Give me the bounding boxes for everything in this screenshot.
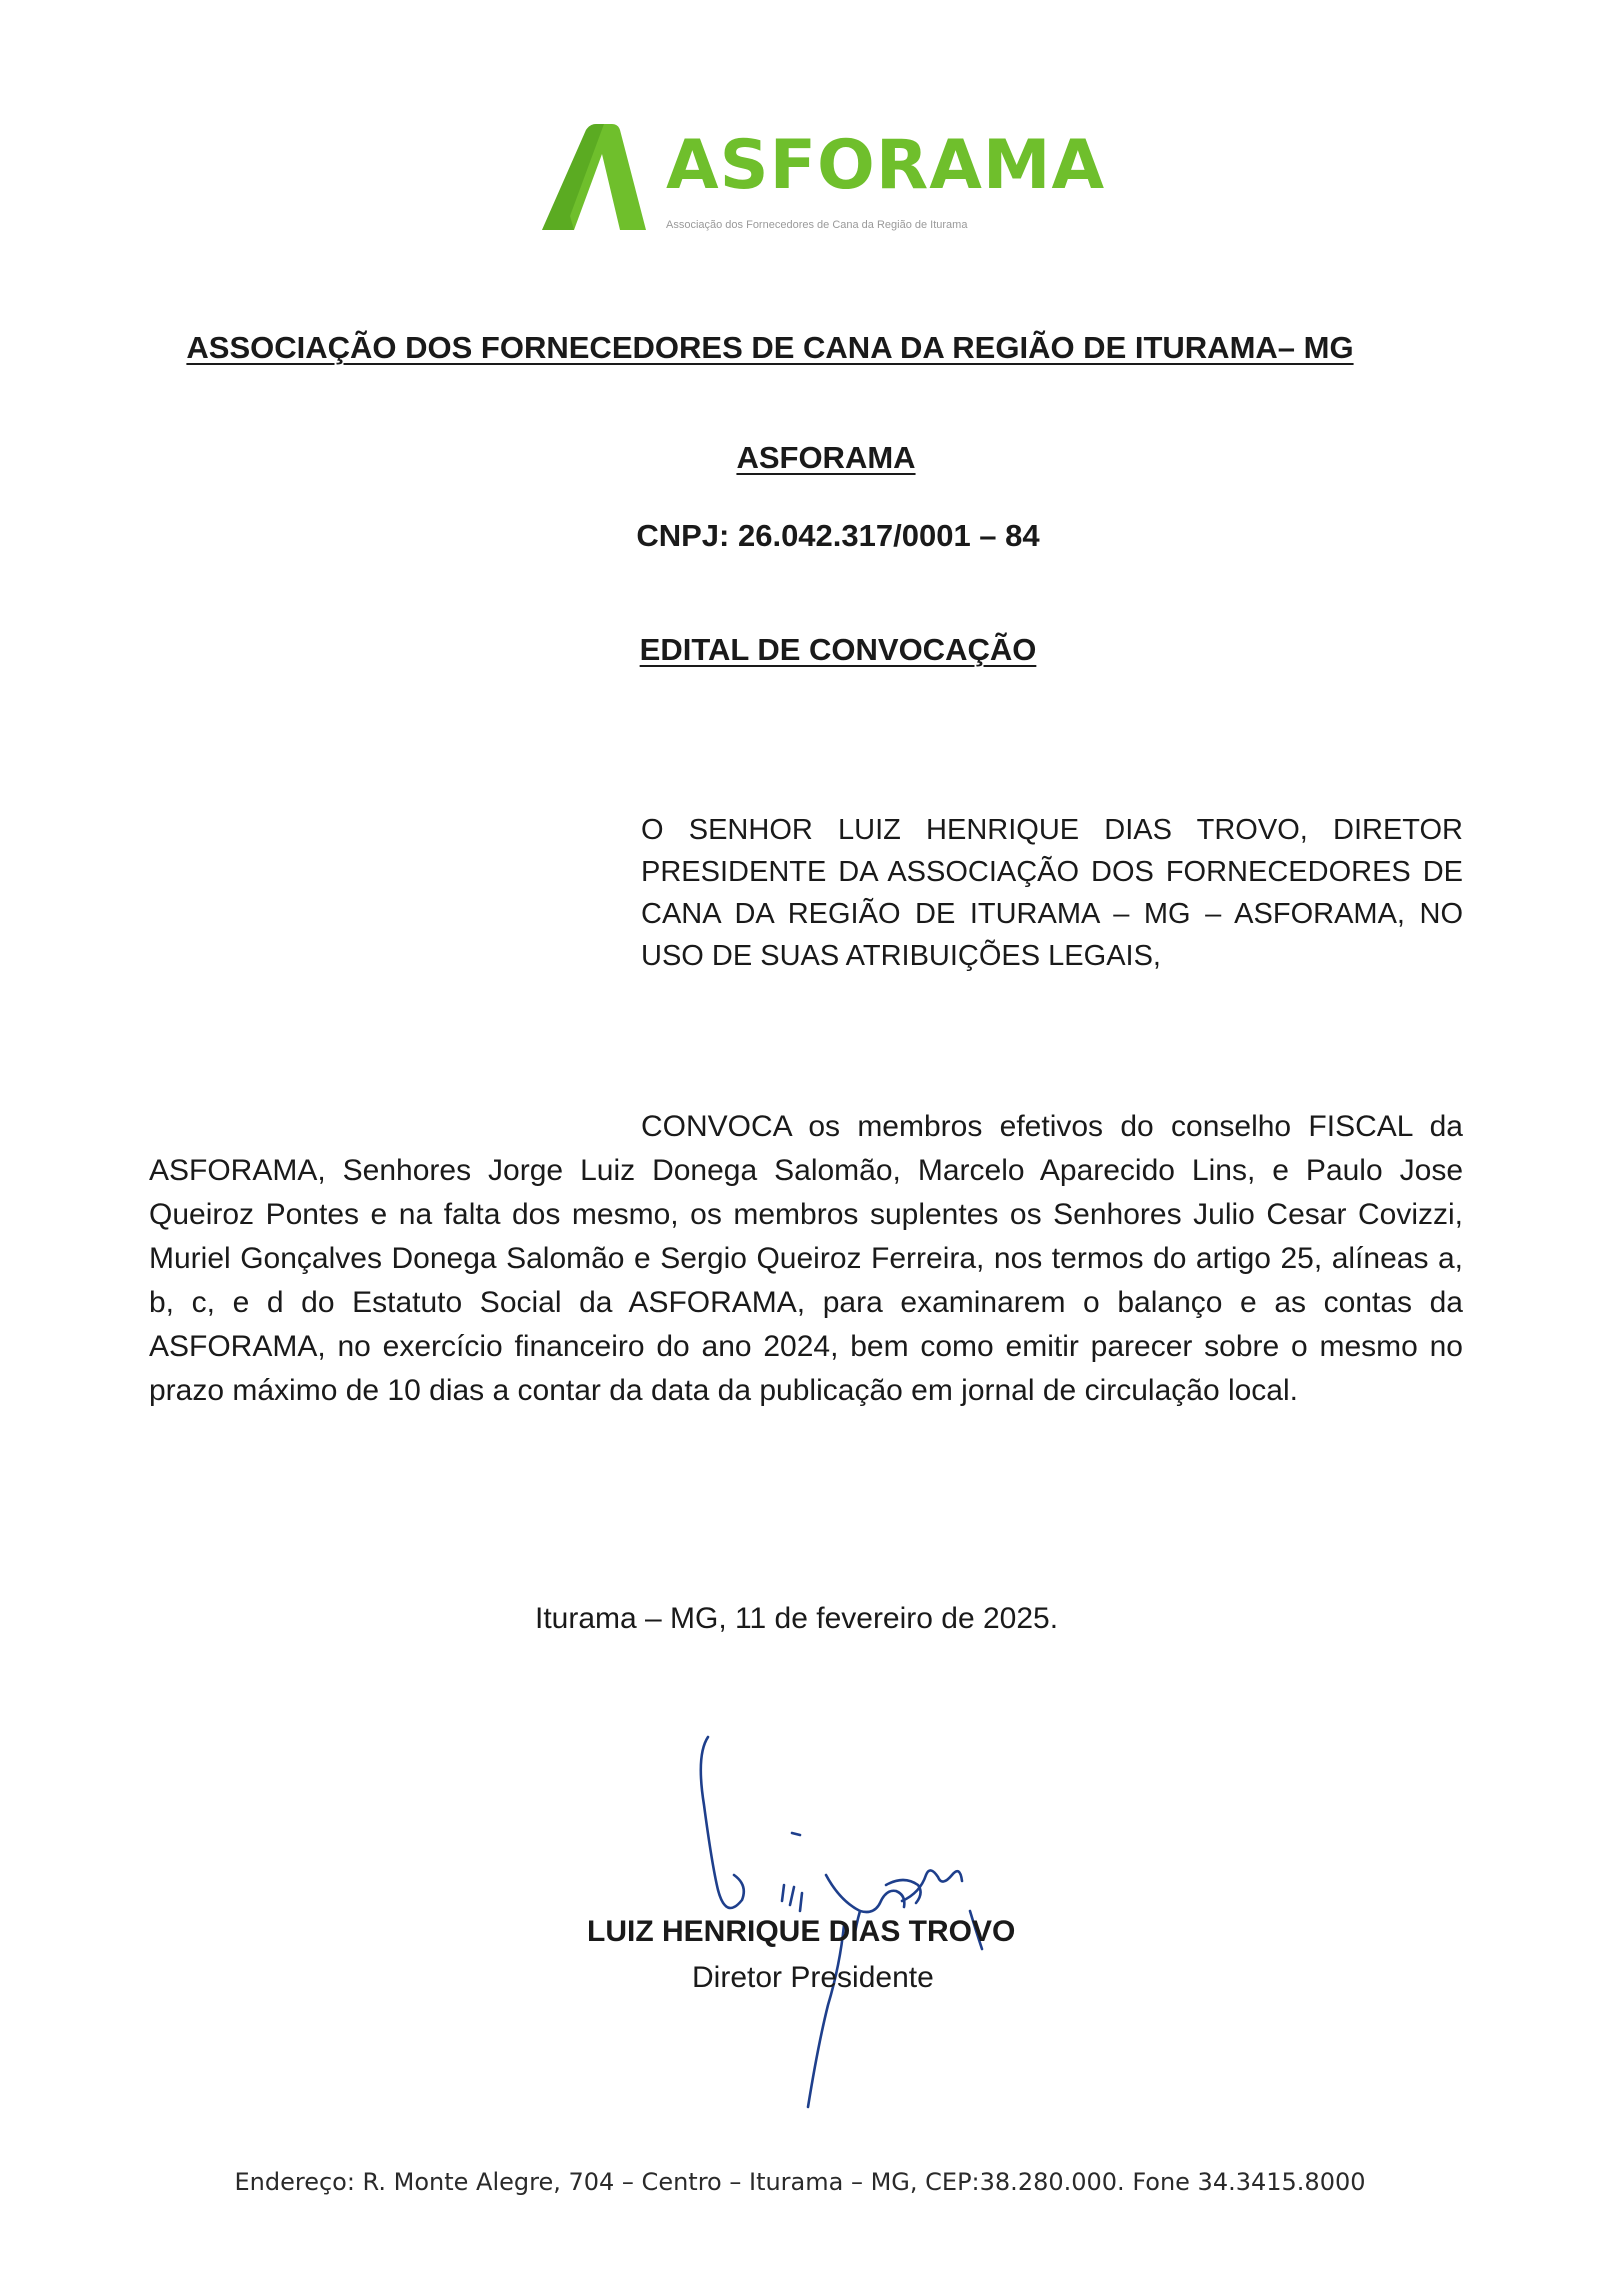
convocation-paragraph: CONVOCA os membros efetivos do conselho FISCAL da ASFORAMA, Senhores Jorge Luiz Donega Salomão, Marcelo Aparecido Lins, e Paulo Jose Queiroz Pontes e na falta dos mesmo, os membros suplentes os Senhores Julio Cesar Covizzi, Muriel Gonçalves Donega Salomão e Sergio Queiroz Ferreira, nos termos do artigo 25, alíneas a, b, c, e d do Estatuto Social da ASFORAMA, para examinarem o balanço e as contas da ASFORAMA, no exercício financeiro do ano 2024, bem como emitir parecer sobre o mesmo no prazo máximo de 10 dias a contar da data da publicação em jornal de circulação local. <box>149 1110 1463 1407</box>
asforama-logo-icon <box>540 124 648 232</box>
document-title: EDITAL DE CONVOCAÇÃO <box>639 632 1037 667</box>
association-name: ASSOCIAÇÃO DOS FORNECEDORES DE CANA DA REGIÃO DE ITURAMA– MG <box>186 330 1354 365</box>
cnpj: CNPJ: 26.042.317/0001 – 84 <box>636 518 1040 553</box>
footer-address: Endereço: R. Monte Alegre, 704 – Centro – Iturama – MG, CEP:38.280.000. Fone 34.3415.8000 <box>234 2168 1366 2196</box>
place-date: Iturama – MG, 11 de fevereiro de 2025. <box>535 1602 1059 1635</box>
intro-paragraph: O SENHOR LUIZ HENRIQUE DIAS TROVO, DIRETOR PRESIDENTE DA ASSOCIAÇÃO DOS FORNECEDORES DE CANA DA REGIÃO DE ITURAMA – MG – ASFORAMA, NO USO DE SUAS ATRIBUIÇÕES LEGAIS, <box>641 814 1463 972</box>
signer-title: Diretor Presidente <box>692 1961 934 1994</box>
logo-wordmark: ASFORAMA <box>666 126 1106 205</box>
signer-name: LUIZ HENRIQUE DIAS TROVO <box>587 1915 1016 1948</box>
logo <box>540 124 1106 234</box>
acronym-heading: ASFORAMA <box>736 440 916 475</box>
logo-tagline: Associação dos Fornecedores de Cana da Região de Iturama <box>666 219 968 231</box>
